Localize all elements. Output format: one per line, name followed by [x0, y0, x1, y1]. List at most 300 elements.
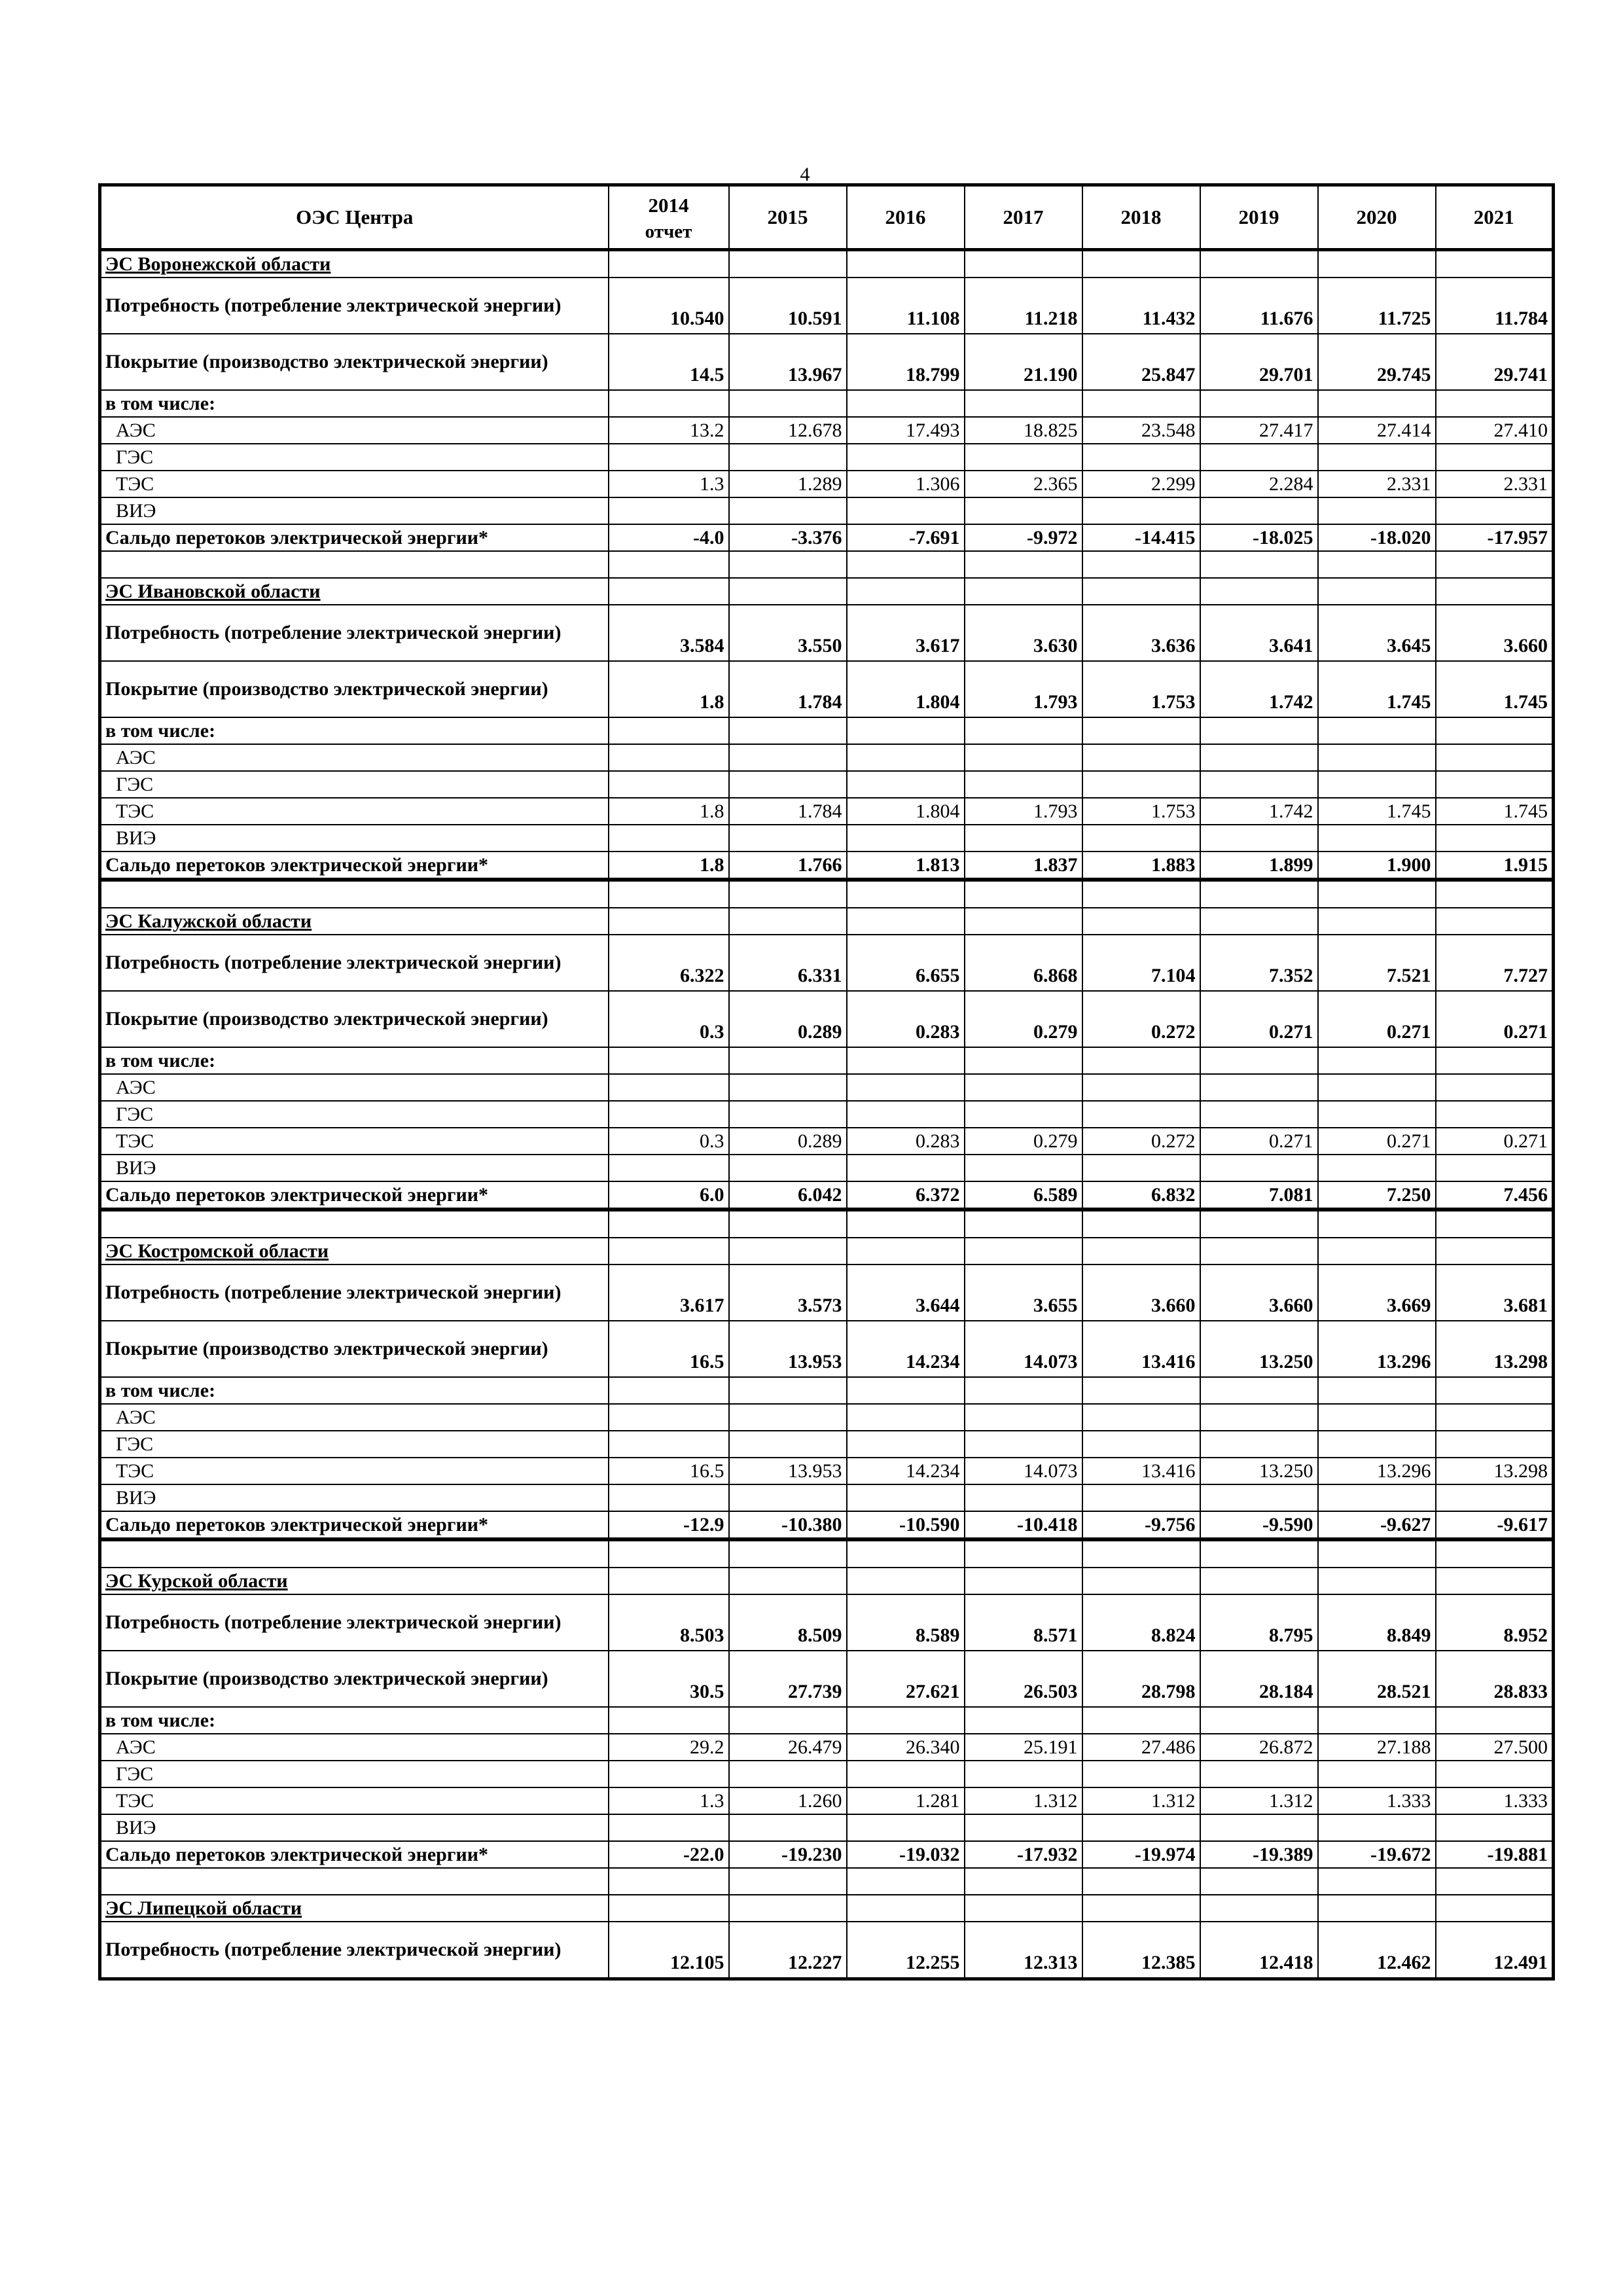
value-cell: [847, 1568, 965, 1594]
value-cell: [1200, 908, 1318, 935]
value-cell: 11.676: [1200, 278, 1318, 334]
value-cell: 12.491: [1436, 1922, 1554, 1979]
value-cell: 29.2: [609, 1734, 729, 1761]
value-cell: 3.573: [729, 1265, 847, 1321]
value-cell: [1318, 1539, 1436, 1568]
row-label: Сальдо перетоков электрической энергии*: [100, 1181, 609, 1210]
value-cell: 26.503: [965, 1651, 1082, 1707]
value-cell: 7.352: [1200, 935, 1318, 991]
value-cell: [609, 1814, 729, 1841]
value-cell: [1200, 1074, 1318, 1101]
value-cell: 1.8: [609, 798, 729, 825]
value-cell: [1082, 1101, 1200, 1128]
value-cell: 6.0: [609, 1181, 729, 1210]
value-cell: 28.184: [1200, 1651, 1318, 1707]
value-cell: [729, 1377, 847, 1404]
row-label: Покрытие (производство электрической энергии): [100, 1321, 609, 1377]
aes-row: [100, 1734, 1554, 1761]
vie-row: [100, 1484, 1554, 1511]
value-cell: [1318, 825, 1436, 852]
header-year: 2016: [847, 185, 965, 250]
value-cell: [1200, 1238, 1318, 1265]
value-cell: [1436, 1210, 1554, 1238]
value-cell: [729, 1814, 847, 1841]
value-cell: 3.644: [847, 1265, 965, 1321]
value-cell: [965, 1484, 1082, 1511]
value-cell: 11.432: [1082, 278, 1200, 334]
tes-row: [100, 1458, 1554, 1484]
tes-row: [100, 1787, 1554, 1814]
value-cell: [1436, 1101, 1554, 1128]
header-year-2014-note: отчет: [645, 221, 692, 242]
table-body: [100, 250, 1554, 1979]
value-cell: [965, 497, 1082, 524]
including-row: [100, 1377, 1554, 1404]
value-cell: [1200, 1895, 1318, 1922]
tes-row: [100, 1128, 1554, 1155]
value-cell: 28.798: [1082, 1651, 1200, 1707]
value-cell: -17.957: [1436, 524, 1554, 551]
value-cell: 12.678: [729, 417, 847, 444]
value-cell: [847, 1377, 965, 1404]
value-cell: 2.331: [1318, 471, 1436, 497]
row-label: Покрытие (производство электрической энергии): [100, 661, 609, 717]
value-cell: [1436, 1895, 1554, 1922]
value-cell: 1.813: [847, 852, 965, 880]
value-cell: 1.766: [729, 852, 847, 880]
row-label: ЭС Липецкой области: [100, 1895, 609, 1922]
header-label: ОЭС Центра: [100, 185, 609, 250]
value-cell: [1200, 1047, 1318, 1074]
value-cell: [1318, 771, 1436, 798]
value-cell: 18.825: [965, 417, 1082, 444]
value-cell: 28.833: [1436, 1651, 1554, 1707]
value-cell: [729, 1484, 847, 1511]
header-year-2014: [609, 185, 729, 250]
value-cell: [1318, 1404, 1436, 1431]
value-cell: 30.5: [609, 1651, 729, 1707]
value-cell: -18.020: [1318, 524, 1436, 551]
value-cell: [609, 717, 729, 744]
value-cell: [1082, 1074, 1200, 1101]
value-cell: [729, 825, 847, 852]
section-title-row: [100, 908, 1554, 935]
value-cell: [729, 1431, 847, 1458]
value-cell: 1.784: [729, 798, 847, 825]
value-cell: [965, 744, 1082, 771]
aes-row: [100, 744, 1554, 771]
value-cell: [1318, 880, 1436, 908]
value-cell: 14.073: [965, 1321, 1082, 1377]
value-cell: 3.636: [1082, 605, 1200, 661]
value-cell: 16.5: [609, 1321, 729, 1377]
value-cell: [609, 1868, 729, 1895]
value-cell: 7.521: [1318, 935, 1436, 991]
value-cell: [1200, 1210, 1318, 1238]
header-year-2014-value: 2014: [648, 194, 689, 217]
value-cell: [847, 744, 965, 771]
value-cell: [965, 1568, 1082, 1594]
vie-row: [100, 1155, 1554, 1181]
value-cell: [609, 1074, 729, 1101]
row-label: ВИЭ: [100, 1155, 609, 1181]
value-cell: 11.784: [1436, 278, 1554, 334]
value-cell: 1.837: [965, 852, 1082, 880]
value-cell: [965, 771, 1082, 798]
value-cell: 0.271: [1436, 991, 1554, 1047]
value-cell: [1082, 1155, 1200, 1181]
row-label: ЭС Курской области: [100, 1568, 609, 1594]
value-cell: 14.234: [847, 1321, 965, 1377]
value-cell: [847, 1210, 965, 1238]
value-cell: 0.279: [965, 1128, 1082, 1155]
value-cell: [965, 551, 1082, 578]
value-cell: -19.881: [1436, 1841, 1554, 1868]
value-cell: 3.660: [1200, 1265, 1318, 1321]
row-label: ТЭС: [100, 471, 609, 497]
value-cell: 1.745: [1318, 661, 1436, 717]
aes-row: [100, 1074, 1554, 1101]
value-cell: 26.340: [847, 1734, 965, 1761]
ges-row: [100, 444, 1554, 471]
value-cell: [1200, 497, 1318, 524]
value-cell: 27.486: [1082, 1734, 1200, 1761]
row-label: ЭС Калужской области: [100, 908, 609, 935]
value-cell: [965, 1814, 1082, 1841]
value-cell: [1318, 1155, 1436, 1181]
value-cell: [965, 1707, 1082, 1734]
value-cell: 3.655: [965, 1265, 1082, 1321]
value-cell: [729, 390, 847, 417]
value-cell: [1436, 1377, 1554, 1404]
value-cell: 3.617: [609, 1265, 729, 1321]
row-label: в том числе:: [100, 390, 609, 417]
row-label: Сальдо перетоков электрической энергии*: [100, 1511, 609, 1539]
value-cell: [729, 908, 847, 935]
value-cell: [729, 497, 847, 524]
aes-row: [100, 1404, 1554, 1431]
value-cell: [729, 1761, 847, 1787]
value-cell: [609, 1238, 729, 1265]
value-cell: 1.804: [847, 798, 965, 825]
section-title-row: [100, 1238, 1554, 1265]
value-cell: -9.756: [1082, 1511, 1200, 1539]
row-label: АЭС: [100, 1404, 609, 1431]
value-cell: [1318, 1707, 1436, 1734]
value-cell: -19.230: [729, 1841, 847, 1868]
value-cell: 11.218: [965, 278, 1082, 334]
value-cell: [847, 1155, 965, 1181]
value-cell: 29.741: [1436, 334, 1554, 390]
header-year: 2021: [1436, 185, 1554, 250]
value-cell: [1200, 444, 1318, 471]
value-cell: 13.416: [1082, 1458, 1200, 1484]
value-cell: [1318, 390, 1436, 417]
value-cell: [965, 1404, 1082, 1431]
value-cell: 3.630: [965, 605, 1082, 661]
value-cell: 1.753: [1082, 798, 1200, 825]
value-cell: [847, 1431, 965, 1458]
row-label: Сальдо перетоков электрической энергии*: [100, 1841, 609, 1868]
value-cell: 18.799: [847, 334, 965, 390]
value-cell: 27.417: [1200, 417, 1318, 444]
value-cell: [1082, 1377, 1200, 1404]
value-cell: 12.418: [1200, 1922, 1318, 1979]
value-cell: [1436, 1155, 1554, 1181]
value-cell: 1.8: [609, 852, 729, 880]
value-cell: [1436, 717, 1554, 744]
value-cell: 8.795: [1200, 1594, 1318, 1651]
row-label: Покрытие (производство электрической энергии): [100, 334, 609, 390]
value-cell: -19.389: [1200, 1841, 1318, 1868]
value-cell: [1082, 1238, 1200, 1265]
value-cell: 1.312: [1082, 1787, 1200, 1814]
value-cell: [729, 1210, 847, 1238]
value-cell: [1318, 1047, 1436, 1074]
value-cell: 27.739: [729, 1651, 847, 1707]
value-cell: -22.0: [609, 1841, 729, 1868]
value-cell: -9.617: [1436, 1511, 1554, 1539]
value-cell: [609, 744, 729, 771]
value-cell: [1200, 1539, 1318, 1568]
value-cell: [1318, 1431, 1436, 1458]
spacer-row: [100, 1868, 1554, 1895]
demand-row: [100, 1265, 1554, 1321]
value-cell: [965, 1868, 1082, 1895]
spacer-row: [100, 1539, 1554, 1568]
value-cell: 27.188: [1318, 1734, 1436, 1761]
value-cell: [1318, 1238, 1436, 1265]
spacer-row: [100, 551, 1554, 578]
value-cell: [1200, 390, 1318, 417]
section-title-row: [100, 1895, 1554, 1922]
value-cell: [1436, 578, 1554, 605]
ges-row: [100, 1431, 1554, 1458]
value-cell: [847, 1539, 965, 1568]
value-cell: 3.660: [1436, 605, 1554, 661]
including-row: [100, 1047, 1554, 1074]
value-cell: [1200, 1707, 1318, 1734]
value-cell: [1318, 1484, 1436, 1511]
value-cell: [729, 880, 847, 908]
value-cell: 3.660: [1082, 1265, 1200, 1321]
value-cell: 1.915: [1436, 852, 1554, 880]
row-label: Потребность (потребление электрической энергии): [100, 1922, 609, 1979]
value-cell: [847, 771, 965, 798]
value-cell: [609, 1047, 729, 1074]
value-cell: 1.3: [609, 471, 729, 497]
value-cell: [729, 1155, 847, 1181]
value-cell: [1436, 1707, 1554, 1734]
value-cell: [1200, 1568, 1318, 1594]
value-cell: 8.952: [1436, 1594, 1554, 1651]
value-cell: 10.591: [729, 278, 847, 334]
row-label: Потребность (потребление электрической энергии): [100, 935, 609, 991]
value-cell: [1200, 578, 1318, 605]
row-label: ГЭС: [100, 444, 609, 471]
table-header-row: [100, 185, 1554, 250]
value-cell: [1082, 1210, 1200, 1238]
row-label: ЭС Костромской области: [100, 1238, 609, 1265]
value-cell: 27.410: [1436, 417, 1554, 444]
value-cell: [609, 444, 729, 471]
value-cell: 27.621: [847, 1651, 965, 1707]
spacer-row: [100, 1210, 1554, 1238]
value-cell: [965, 1074, 1082, 1101]
value-cell: [1200, 1484, 1318, 1511]
value-cell: [1436, 390, 1554, 417]
value-cell: 14.234: [847, 1458, 965, 1484]
value-cell: 1.745: [1436, 661, 1554, 717]
value-cell: [1318, 1761, 1436, 1787]
value-cell: 13.953: [729, 1458, 847, 1484]
value-cell: -19.032: [847, 1841, 965, 1868]
value-cell: [1082, 1404, 1200, 1431]
value-cell: 7.456: [1436, 1181, 1554, 1210]
row-label: ГЭС: [100, 771, 609, 798]
value-cell: 3.669: [1318, 1265, 1436, 1321]
supply-row: [100, 1321, 1554, 1377]
value-cell: [965, 825, 1082, 852]
value-cell: 1.312: [1200, 1787, 1318, 1814]
value-cell: 6.331: [729, 935, 847, 991]
row-label: АЭС: [100, 417, 609, 444]
row-label: Потребность (потребление электрической энергии): [100, 1265, 609, 1321]
value-cell: 12.462: [1318, 1922, 1436, 1979]
row-label: Потребность (потребление электрической энергии): [100, 278, 609, 334]
row-label: ВИЭ: [100, 1814, 609, 1841]
row-label: Сальдо перетоков электрической энергии*: [100, 852, 609, 880]
value-cell: 1.753: [1082, 661, 1200, 717]
value-cell: 17.493: [847, 417, 965, 444]
value-cell: [847, 1238, 965, 1265]
value-cell: 3.550: [729, 605, 847, 661]
row-label: [100, 1539, 609, 1568]
value-cell: 1.3: [609, 1787, 729, 1814]
value-cell: 1.899: [1200, 852, 1318, 880]
value-cell: -19.974: [1082, 1841, 1200, 1868]
value-cell: [729, 250, 847, 278]
value-cell: [1200, 744, 1318, 771]
value-cell: [965, 908, 1082, 935]
value-cell: [965, 1047, 1082, 1074]
value-cell: [1318, 1377, 1436, 1404]
row-label: [100, 1210, 609, 1238]
header-year: 2017: [965, 185, 1082, 250]
value-cell: 1.333: [1318, 1787, 1436, 1814]
value-cell: [1318, 744, 1436, 771]
row-label: ТЭС: [100, 1458, 609, 1484]
vie-row: [100, 825, 1554, 852]
value-cell: [847, 1404, 965, 1431]
value-cell: [1436, 1074, 1554, 1101]
value-cell: [609, 1404, 729, 1431]
value-cell: [609, 1761, 729, 1787]
row-label: ГЭС: [100, 1761, 609, 1787]
value-cell: 11.725: [1318, 278, 1436, 334]
value-cell: [1436, 1539, 1554, 1568]
value-cell: [1436, 908, 1554, 935]
value-cell: 16.5: [609, 1458, 729, 1484]
value-cell: [1318, 1814, 1436, 1841]
value-cell: 27.414: [1318, 417, 1436, 444]
value-cell: [1200, 825, 1318, 852]
value-cell: 13.250: [1200, 1321, 1318, 1377]
value-cell: [1082, 1895, 1200, 1922]
value-cell: [1436, 825, 1554, 852]
value-cell: [1200, 1101, 1318, 1128]
value-cell: [1082, 1814, 1200, 1841]
value-cell: 6.832: [1082, 1181, 1200, 1210]
value-cell: [1318, 717, 1436, 744]
value-cell: [1436, 551, 1554, 578]
value-cell: [1318, 1868, 1436, 1895]
value-cell: [729, 578, 847, 605]
value-cell: 1.742: [1200, 798, 1318, 825]
value-cell: 0.289: [729, 1128, 847, 1155]
row-label: Сальдо перетоков электрической энергии*: [100, 524, 609, 551]
energy-balance-table: [98, 183, 1555, 1981]
row-label: ЭС Воронежской области: [100, 250, 609, 278]
value-cell: [847, 1895, 965, 1922]
value-cell: [729, 1047, 847, 1074]
value-cell: 29.745: [1318, 334, 1436, 390]
value-cell: [729, 744, 847, 771]
value-cell: [847, 1101, 965, 1128]
value-cell: [847, 551, 965, 578]
value-cell: [609, 1484, 729, 1511]
value-cell: 7.081: [1200, 1181, 1318, 1210]
value-cell: [1200, 1377, 1318, 1404]
value-cell: [1318, 497, 1436, 524]
value-cell: [965, 717, 1082, 744]
value-cell: [1436, 744, 1554, 771]
value-cell: [1436, 1761, 1554, 1787]
value-cell: [609, 1431, 729, 1458]
value-cell: 13.953: [729, 1321, 847, 1377]
value-cell: [965, 880, 1082, 908]
value-cell: [965, 1761, 1082, 1787]
value-cell: 14.5: [609, 334, 729, 390]
balance-row: [100, 1511, 1554, 1539]
value-cell: 25.847: [1082, 334, 1200, 390]
value-cell: [729, 717, 847, 744]
value-cell: -10.418: [965, 1511, 1082, 1539]
value-cell: [1082, 578, 1200, 605]
value-cell: [847, 578, 965, 605]
value-cell: [1200, 1761, 1318, 1787]
value-cell: [1082, 825, 1200, 852]
value-cell: 13.416: [1082, 1321, 1200, 1377]
value-cell: 12.313: [965, 1922, 1082, 1979]
value-cell: -18.025: [1200, 524, 1318, 551]
ges-row: [100, 1761, 1554, 1787]
value-cell: [1082, 744, 1200, 771]
value-cell: [1436, 1814, 1554, 1841]
value-cell: -10.590: [847, 1511, 965, 1539]
value-cell: [1436, 1404, 1554, 1431]
value-cell: -12.9: [609, 1511, 729, 1539]
value-cell: 12.105: [609, 1922, 729, 1979]
value-cell: 1.900: [1318, 852, 1436, 880]
value-cell: 2.331: [1436, 471, 1554, 497]
value-cell: 0.271: [1436, 1128, 1554, 1155]
row-label: ТЭС: [100, 1787, 609, 1814]
value-cell: 8.824: [1082, 1594, 1200, 1651]
value-cell: [847, 880, 965, 908]
value-cell: [965, 1377, 1082, 1404]
row-label: ЭС Ивановской области: [100, 578, 609, 605]
